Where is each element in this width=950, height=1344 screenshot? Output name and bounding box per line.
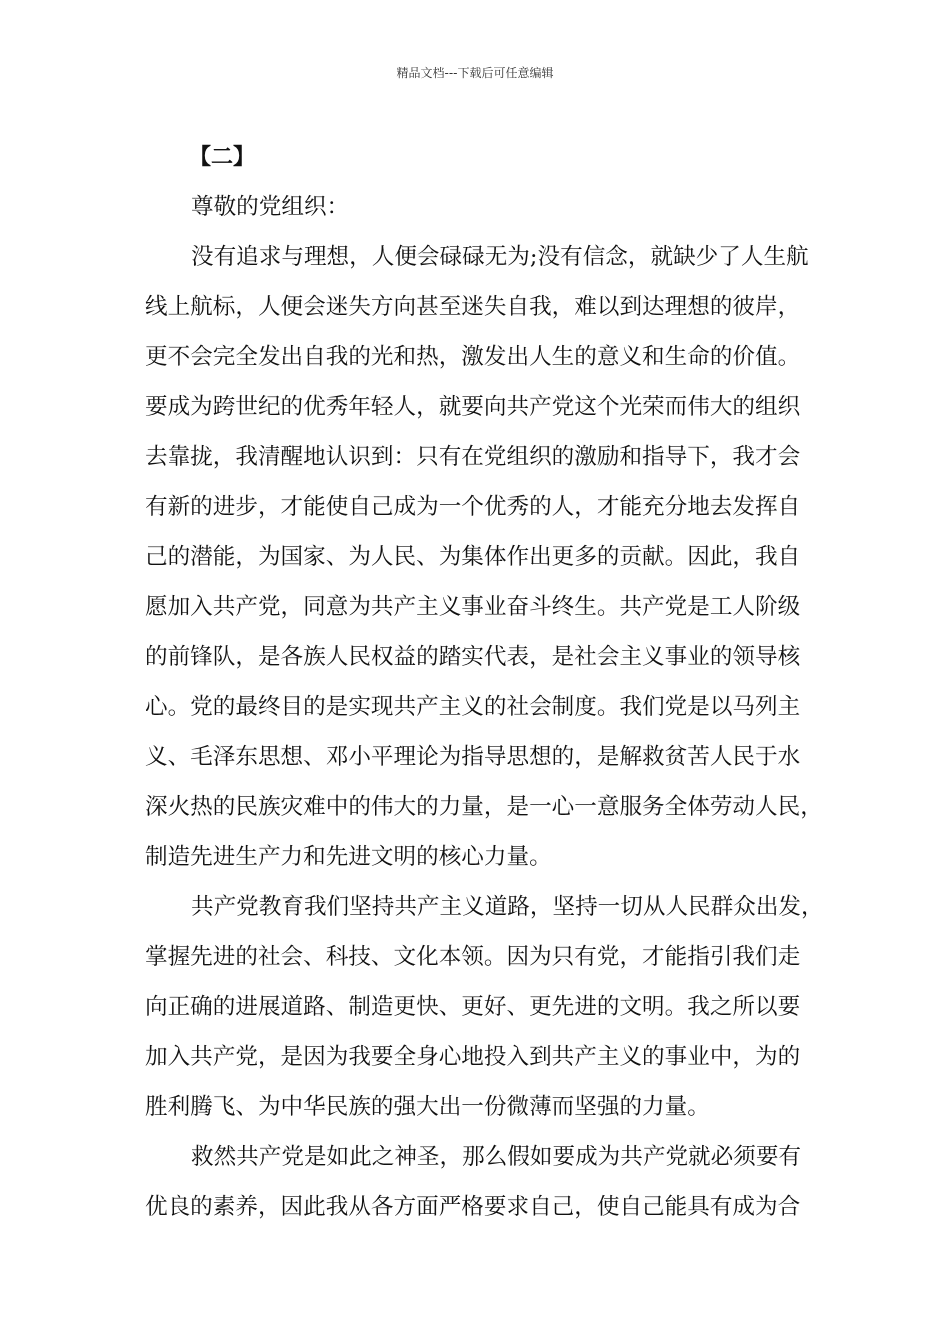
paragraph-line: 救然共产党是如此之神圣，那么假如要成为共产党就必须要有 — [191, 1144, 802, 1170]
paragraph-line: 线上航标，人便会迷失方向甚至迷失自我，难以到达理想的彼岸， — [145, 294, 801, 320]
paragraph-line: 义、毛泽东思想、邓小平理论为指导思想的，是解救贫苦人民于水 — [145, 744, 801, 770]
paragraph-line: 愿加入共产党，同意为共产主义事业奋斗终生。共产党是工人阶级 — [145, 594, 801, 620]
paragraph-line: 的前锋队，是各族人民权益的踏实代表，是社会主义事业的领导核 — [145, 644, 801, 670]
paragraph-line: 制造先进生产力和先进文明的核心力量。 — [145, 844, 552, 870]
salutation: 尊敬的党组织： — [191, 194, 350, 220]
paragraph-line: 优良的素养，因此我从各方面严格要求自己，使自己能具有成为合 — [145, 1194, 801, 1220]
paragraph-2 — [145, 882, 835, 1132]
paragraph-line: 更不会完全发出自我的光和热，激发出人生的意义和生命的价值。 — [145, 344, 801, 370]
section-title: 【二】 — [189, 144, 256, 170]
paragraph-line: 心。党的最终目的是实现共产主义的社会制度。我们党是以马列主 — [145, 694, 801, 720]
paragraph-1 — [145, 232, 835, 882]
paragraph-line: 有新的进步，才能使自己成为一个优秀的人，才能充分地去发挥自 — [145, 494, 801, 520]
paragraph-line: 胜利腾飞、为中华民族的强大出一份微薄而坚强的力量。 — [145, 1094, 710, 1120]
document-body — [145, 132, 835, 1232]
paragraph-line: 共产党教育我们坚持共产主义道路，坚持一切从人民群众出发， — [191, 894, 824, 920]
paragraph-line: 己的潜能，为国家、为人民、为集体作出更多的贡献。因此，我自 — [145, 544, 801, 570]
paragraph-line: 加入共产党，是因为我要全身心地投入到共产主义的事业中，为的 — [145, 1044, 801, 1070]
paragraph-line: 要成为跨世纪的优秀年轻人，就要向共产党这个光荣而伟大的组织 — [145, 394, 801, 420]
paragraph-line: 没有追求与理想，人便会碌碌无为;没有信念，就缺少了人生航 — [191, 244, 809, 270]
paragraph-line: 去靠拢，我清醒地认识到：只有在党组织的激励和指导下，我才会 — [145, 444, 801, 470]
paragraph-line: 向正确的进展道路、制造更快、更好、更先进的文明。我之所以要 — [145, 994, 801, 1020]
paragraph-line: 掌握先进的社会、科技、文化本领。因为只有党，才能指引我们走 — [145, 944, 801, 970]
page-header: 精品文档---下载后可任意编辑 — [396, 66, 554, 80]
paragraph-line: 深火热的民族灾难中的伟大的力量，是一心一意服务全体劳动人民， — [145, 794, 823, 820]
paragraph-3 — [145, 1132, 835, 1232]
